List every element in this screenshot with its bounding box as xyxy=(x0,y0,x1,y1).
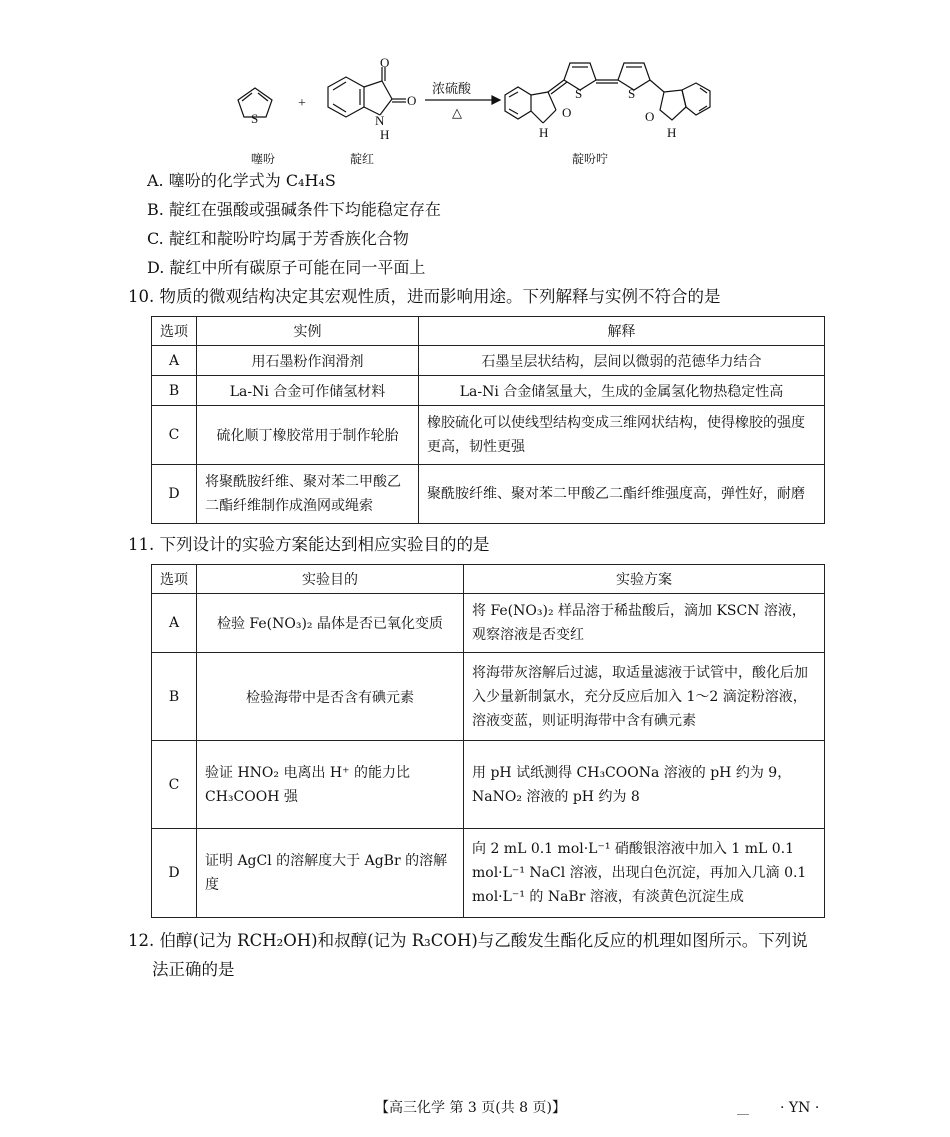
indophenine-H2: H xyxy=(667,125,677,140)
purpose-cell: 证明 AgCl 的溶解度大于 AgBr 的溶解度 xyxy=(197,829,464,918)
table-row xyxy=(152,829,825,918)
option-cell: A xyxy=(152,594,197,653)
plan-cell: 用 pH 试纸测得 CH₃COONa 溶液的 pH 约为 9，NaNO₂ 溶液的 pH 约为 8 xyxy=(464,741,825,829)
q11-stem: 11. 下列设计的实验方案能达到相应实验目的的是 xyxy=(128,535,490,554)
table-row xyxy=(152,594,825,653)
footer-mark: __ xyxy=(737,1101,749,1115)
option-cell: A xyxy=(152,346,197,376)
table-row xyxy=(152,346,825,376)
page-footer: 【高三化学 第 3 页(共 8 页)】 xyxy=(375,1100,566,1116)
reagent-label: 浓硫酸 xyxy=(432,81,472,96)
isatin-O2: O xyxy=(407,93,417,108)
q10-table xyxy=(151,316,825,524)
q9-option-b: B. 靛红在强酸或强碱条件下均能稳定存在 xyxy=(147,200,441,219)
footer-code: · YN · xyxy=(780,1100,820,1116)
purpose-cell: 检验海带中是否含有碘元素 xyxy=(197,653,464,741)
plus-sign: + xyxy=(298,96,306,111)
thiophene-label: 噻吩 xyxy=(251,152,276,166)
indophenine-label: 靛吩咛 xyxy=(572,152,609,166)
explanation-cell: La-Ni 合金储氢量大，生成的金属氢化物热稳定性高 xyxy=(419,376,825,406)
plan-cell: 向 2 mL 0.1 mol·L⁻¹ 硝酸银溶液中加入 1 mL 0.1 mol·L⁻¹ NaCl 溶液，出现白色沉淀，再加入几滴 0.1 mol·L⁻¹ 的 NaBr 溶液，有淡黄色沉淀生成 xyxy=(464,829,825,918)
q9-option-c: C. 靛红和靛吩咛均属于芳香族化合物 xyxy=(147,229,409,248)
q10-stem: 10. 物质的微观结构决定其宏观性质，进而影响用途。下列解释与实例不符合的是 xyxy=(128,287,721,306)
plan-cell: 将 Fe(NO₃)₂ 样品溶于稀盐酸后，滴加 KSCN 溶液，观察溶液是否变红 xyxy=(464,594,825,653)
reaction-scheme xyxy=(150,55,870,175)
thiophene-S-label: S xyxy=(251,111,259,126)
explanation-cell: 石墨呈层状结构，层间以微弱的范德华力结合 xyxy=(419,346,825,376)
table-header-row xyxy=(152,565,825,594)
indophenine-H1: H xyxy=(539,125,549,140)
q12-stem-line1: 12. 伯醇(记为 RCH₂OH)和叔醇(记为 R₃COH)与乙酸发生酯化反应的机理如图所示。下列说 xyxy=(128,931,808,950)
option-cell: C xyxy=(152,741,197,829)
heat-symbol: △ xyxy=(452,105,462,120)
thiophene-structure xyxy=(238,88,272,126)
indophenine-O1: O xyxy=(562,105,572,120)
isatin-O1: O xyxy=(380,55,390,70)
explanation-cell: 橡胶硫化可以使线型结构变成三维网状结构，使得橡胶的强度更高，韧性更强 xyxy=(419,406,825,465)
option-cell: D xyxy=(152,829,197,918)
table-row xyxy=(152,653,825,741)
purpose-cell: 验证 HNO₂ 电离出 H⁺ 的能力比 CH₃COOH 强 xyxy=(197,741,464,829)
example-cell: 将聚酰胺纤维、聚对苯二甲酸乙二酯纤维制作成渔网或绳索 xyxy=(197,465,419,524)
indophenine-structure xyxy=(505,63,710,140)
table-row xyxy=(152,406,825,465)
table-header-cell: 实验目的 xyxy=(197,565,464,594)
table-header-cell: 实验方案 xyxy=(464,565,825,594)
q11-table xyxy=(151,564,825,918)
q9-option-d: D. 靛红中所有碳原子可能在同一平面上 xyxy=(147,258,426,277)
option-cell: D xyxy=(152,465,197,524)
indophenine-O2: O xyxy=(645,109,655,124)
isatin-N: N xyxy=(375,113,385,128)
reaction-arrow xyxy=(425,81,500,120)
option-cell: B xyxy=(152,376,197,406)
example-cell: 用石墨粉作润滑剂 xyxy=(197,346,419,376)
table-header-row xyxy=(152,317,825,346)
isatin-structure xyxy=(328,55,416,142)
plan-cell: 将海带灰溶解后过滤，取适量滤液于试管中，酸化后加入少量新制氯水，充分反应后加入 1～2 滴淀粉溶液，溶液变蓝，则证明海带中含有碘元素 xyxy=(464,653,825,741)
isatin-label: 靛红 xyxy=(350,152,375,166)
indophenine-S1: S xyxy=(575,86,583,101)
table-header-cell: 实例 xyxy=(197,317,419,346)
option-cell: C xyxy=(152,406,197,465)
table-row xyxy=(152,741,825,829)
indophenine-S2: S xyxy=(628,86,636,101)
option-cell: B xyxy=(152,653,197,741)
explanation-cell: 聚酰胺纤维、聚对苯二甲酸乙二酯纤维强度高，弹性好，耐磨 xyxy=(419,465,825,524)
isatin-H: H xyxy=(380,127,390,142)
table-header-cell: 选项 xyxy=(152,317,197,346)
purpose-cell: 检验 Fe(NO₃)₂ 晶体是否已氧化变质 xyxy=(197,594,464,653)
table-header-cell: 选项 xyxy=(152,565,197,594)
example-cell: 硫化顺丁橡胶常用于制作轮胎 xyxy=(197,406,419,465)
example-cell: La-Ni 合金可作储氢材料 xyxy=(197,376,419,406)
table-row xyxy=(152,465,825,524)
table-header-cell: 解释 xyxy=(419,317,825,346)
q9-option-a: A. 噻吩的化学式为 C₄H₄S xyxy=(147,171,336,190)
table-row xyxy=(152,376,825,406)
q12-stem-line2: 法正确的是 xyxy=(152,960,235,979)
